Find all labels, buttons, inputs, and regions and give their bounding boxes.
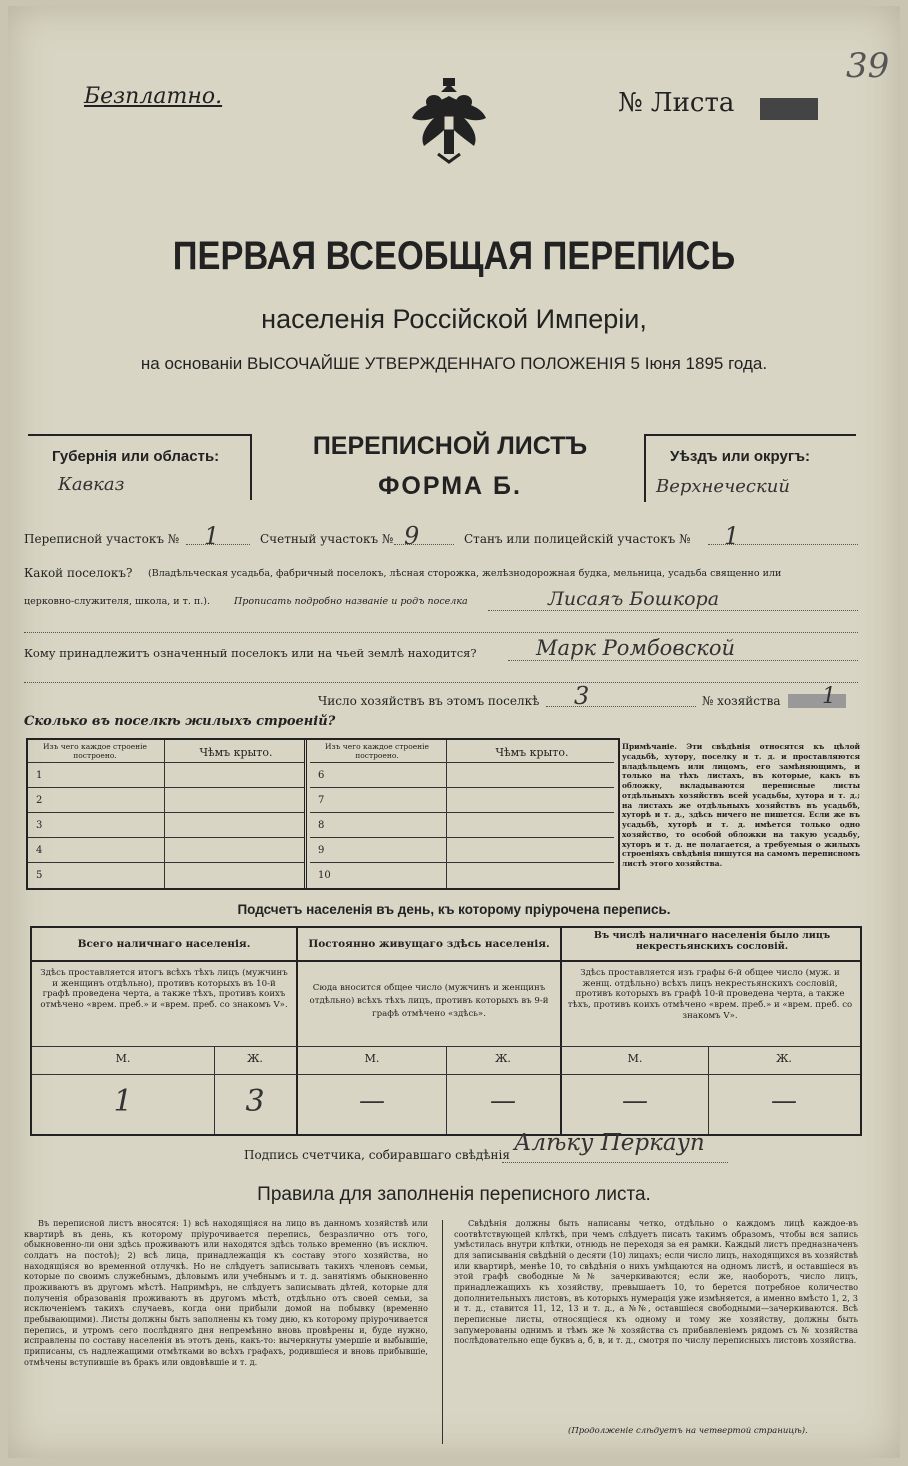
buildings-col-material: Изъ чего каждое строеніе построено. <box>43 742 147 760</box>
poselok-value: Лисаяъ Бошкора <box>548 588 720 610</box>
count-value-nonpeasant-m: — <box>622 1086 648 1116</box>
building-row-4: 4 <box>36 845 43 856</box>
count-col1-head: Всего наличнаго населенія. <box>77 938 251 950</box>
building-row-5: 5 <box>36 870 43 881</box>
building-row-10: 10 <box>318 870 331 881</box>
rules-title: Правила для заполненія переписного листа. <box>257 1184 651 1205</box>
count-m-3: М. <box>627 1052 643 1065</box>
corner-page-number: 39 <box>846 46 890 86</box>
gubernia-label: Губернія или область: <box>52 448 220 465</box>
households-value: 3 <box>574 682 590 710</box>
poselok-instruction: Прописать подробно названіе и родъ поселка <box>234 596 468 607</box>
signature-label: Подпись счетчика, собиравшаго свѣдѣнія <box>244 1148 510 1162</box>
rules-continued: (Продолженіе слѣдуетъ на четвертой страницѣ). <box>568 1426 808 1436</box>
owner-label: Кому принадлежитъ означенный поселокъ или на чьей землѣ находится? <box>24 646 477 660</box>
poselok-note: (Владѣльческая усадьба, фабричный поселокъ, лѣсная сторожка, желѣзнодорожная будка, мельница, усадьба священно или <box>148 568 782 579</box>
household-no-label: № хозяйства <box>702 694 781 708</box>
rules-divider <box>442 1220 443 1444</box>
stan-label: Станъ или полицейскій участокъ № <box>464 532 691 546</box>
sheet-number-label: № Листа <box>618 88 735 118</box>
buildings-col-roof-2: Чѣмъ крыто. <box>495 746 569 759</box>
signature-value: Алѣку Перкауп <box>514 1130 705 1156</box>
buildings-label: Сколько въ поселкѣ жилыхъ строеній? <box>24 714 336 729</box>
note-title: Примѣчаніе. <box>622 742 677 751</box>
count-zh-3: Ж. <box>776 1052 792 1065</box>
uezd-box <box>644 434 856 502</box>
count-col2-desc: Сюда вносится общее число (мужчинъ и женщинъ отдѣльно) всѣхъ тѣхъ лицъ, противъ которыхъ въ 9-й графѣ отмѣчено «здѣсь». <box>309 983 549 1019</box>
rules-right-column: Свѣдѣнія должны быть написаны четко, отдѣльно о каждомъ лицѣ каждое-въ соотвѣтствующей клѣткѣ, при чемъ слѣдуетъ писать такимъ образомъ, чтобы вся запись умѣстилась внутри клѣтки, отнюдь не переходя за ея рамки. Каждый листъ предназначенъ для записыванія свѣдѣній о десяти (10) лицахъ; если число лицъ, находящихся въ хозяйствѣ или квартирѣ, менѣе 10, то свѣдѣнія о нихъ умѣщаются на одномъ листѣ, и оставшіеся въ этой графѣ свободные №№ зачеркиваются; если же, наоборотъ, число лицъ, принадлежащихъ къ хозяйству, превышаетъ 10, то берется потребное количество дополнительныхъ листовъ, въ которыхъ нумерація уже измѣняется, а именно вмѣсто 1, 2, 3 и т. д., ставится 11, 12, 13 и т. д., а №№, оставшіеся свободными—зачеркиваются. Всѣ переписные листы, относящіеся къ одному и тому же хозяйству, должны быть запумерованы однимъ и тѣмъ же № хозяйства съ прибавленіемъ рядомъ съ № хозяйства послѣдовательно еще буквъ а, б, в, и т. д., смотря по числу переписныхъ листовъ хозяйства. <box>454 1218 858 1346</box>
perepisnoy-value: 1 <box>204 522 220 550</box>
count-m-2: М. <box>364 1052 380 1065</box>
count-m-1: М. <box>115 1052 131 1065</box>
building-row-2: 2 <box>36 795 43 806</box>
note-block <box>622 742 860 869</box>
household-no-stamp <box>788 694 846 708</box>
building-row-7: 7 <box>318 795 325 806</box>
count-value-nonpeasant-zh: — <box>771 1086 797 1116</box>
double-headed-eagle-emblem <box>408 74 490 164</box>
buildings-col-roof: Чѣмъ крыто. <box>199 746 273 759</box>
page-subtitle: населенія Россійской Имперіи, <box>261 304 647 334</box>
buildings-col-material-2: Изъ чего каждое строеніе построено. <box>325 742 429 760</box>
count-value-total-m: 1 <box>113 1084 133 1119</box>
count-value-permanent-m: — <box>359 1086 385 1116</box>
count-col1-desc: Здѣсь проставляется итогъ всѣхъ тѣхъ лицъ (мужчинъ и женщинъ отдѣльно), противъ которыхъ въ 10-й графѣ проведена черта, а также тѣхъ, противъ коихъ отмѣчено «врем. преб.» и «врем. преб. со знакомъ V». <box>40 968 288 1010</box>
rules-left-column: Въ переписной листъ вносятся: 1) всѣ находящіяся на лицо въ данномъ хозяйствѣ или квартирѣ въ день, къ которому пріурочивается перепись, безразлично отъ того, обыкновенно-ли они здѣсь проживаютъ или находятся здѣсь только временно (въ исключ. солдатъ на постоѣ); 2) всѣ лица, принадлежащія къ составу этого хозяйства, но находящіяся во временной отлучкѣ. Но не слѣдуетъ записывать такихъ членовъ семьи, которые по своимъ служебнымъ, дѣловымъ или учебнымъ и т. д. занятіямъ обыкновенно проживаютъ въ другомъ мѣстѣ. Напримѣръ, не слѣдуетъ записывать дѣтей, которые для полученія образованія проживаютъ въ другомъ мѣстѣ, отдѣльно отъ своей семьи, за исключеніемъ такихъ случаевъ, когда они прибыли домой на побывку (временно пребывающими). Листы должны быть заполнены къ тому дню, къ которому пріурочивается перепись, и утромъ сего послѣдняго дня непремѣнно вновь провѣрены и, буде нужно, исправлены по составу населенія въ этотъ день, какъ-то: вычеркнуты умершіе и выбывшіе, приписаны, съ надлежащими отмѣтками во всѣхъ графахъ, родившіеся и вновь прибывшіе, отмѣчены вступившіе въ бракъ или овдовѣвшіе и т. д. <box>24 1218 428 1367</box>
count-table <box>30 926 862 1136</box>
building-row-3: 3 <box>36 820 43 831</box>
count-col3-head: Въ числѣ наличнаго населенія было лицъ некрестьянскихъ сословій. <box>593 930 831 953</box>
perepisnoy-label: Переписной участокъ № <box>24 532 180 546</box>
building-row-1: 1 <box>36 770 43 781</box>
households-label: Число хозяйствъ въ этомъ поселкѣ <box>318 694 540 708</box>
count-zh-1: Ж. <box>247 1052 263 1065</box>
gubernia-box <box>28 434 252 500</box>
sheet-number-stamp <box>760 98 818 120</box>
poselok-label: Какой поселокъ? <box>24 566 133 580</box>
count-zh-2: Ж. <box>495 1052 511 1065</box>
buildings-table-left <box>28 740 307 888</box>
count-title: Подсчетъ населенія въ день, къ которому пріурочена перепись. <box>237 902 671 917</box>
count-value-permanent-zh: — <box>490 1086 516 1116</box>
uezd-label: Уѣздъ или округъ: <box>670 448 811 465</box>
household-no-value: 1 <box>822 684 836 709</box>
form-title: ПЕРЕПИСНОЙ ЛИСТЪ <box>312 432 588 460</box>
census-sheet <box>8 6 900 1458</box>
note-text: Эти свѣдѣнія относятся къ цѣлой усадьбѣ, хутору, поселку и т. д. и проставляются владѣльцемъ или лицомъ, его замѣняющимъ, и только на тѣхъ листахъ, въ которые, какъ въ обложку, вкладываются переписные листы отдѣльныхъ хозяйствъ всей усадьбы, хутора и т. д.; на листахъ же отдѣльныхъ хозяйствъ въ усадьбѣ, хуторѣ и т. д., здѣсь ничего не пишется. Если же въ усадьбѣ, хуторѣ и т. д. имѣется только одно хозяйство, то особой обложки на такую усадьбу, хуторъ и т. д. не полагается, а требуемыя о жилыхъ строеніяхъ свѣдѣнія пишутся на самомъ переписномъ листѣ этого хозяйства. <box>622 742 860 869</box>
building-row-9: 9 <box>318 845 325 856</box>
free-label: Безплатно. <box>84 84 223 109</box>
schetny-value: 9 <box>404 522 420 550</box>
count-col2-head: Постоянно живущаго здѣсь населенія. <box>308 938 550 950</box>
stan-value: 1 <box>724 522 740 550</box>
building-row-8: 8 <box>318 820 325 831</box>
poselok-note-2: церковно-служителя, школа, и т. п.). <box>24 596 210 607</box>
buildings-table <box>26 738 620 890</box>
count-value-total-zh: 3 <box>245 1084 265 1119</box>
building-row-6: 6 <box>318 770 325 781</box>
page-title: ПЕРВАЯ ВСЕОБЩАЯ ПЕРЕПИСЬ <box>172 234 736 278</box>
legal-basis: на основаніи ВЫСОЧАЙШЕ УТВЕРЖДЕННАГО ПОЛОЖЕНІЯ 5 Іюня 1895 года. <box>140 354 768 373</box>
uezd-value: Верхнеческий <box>656 476 790 497</box>
form-subtitle: ФОРМА Б. <box>378 472 522 500</box>
buildings-table-right <box>310 740 614 888</box>
owner-value: Марк Ромбовской <box>536 636 736 660</box>
count-col3-desc: Здѣсь проставляется изъ графы 6-й общее число (муж. и женщ. отдѣльно) всѣхъ лицъ некрестьянскихъ сословій, противъ которыхъ въ графѣ 10-й проведена черта, а также тѣхъ, противъ коихъ отмѣчено «врем. преб.» и «врем. преб. со знакомъ V». <box>567 968 853 1021</box>
schetny-label: Счетный участокъ № <box>260 532 394 546</box>
gubernia-value: Кавказ <box>58 474 125 495</box>
